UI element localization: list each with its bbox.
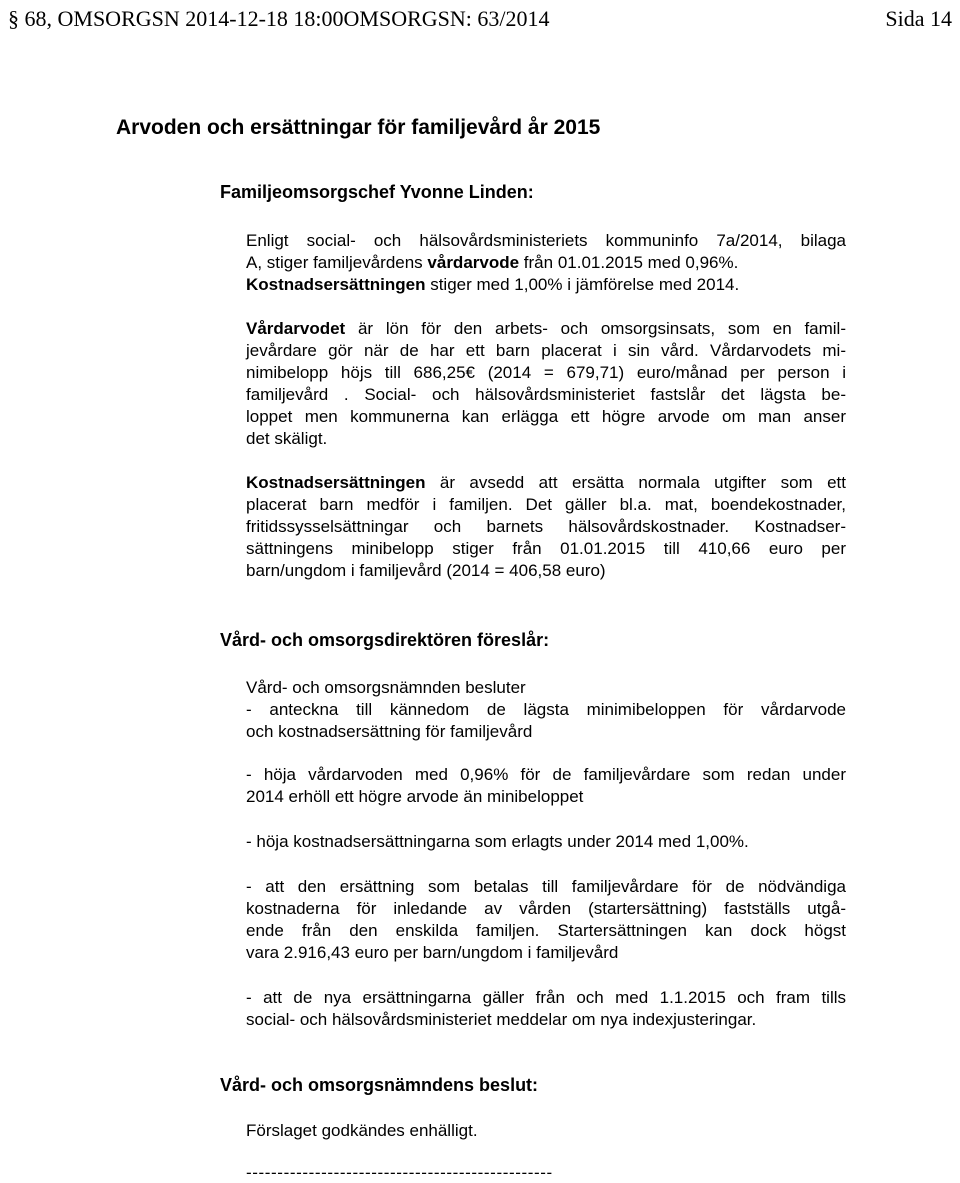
text-line: social- och hälsovårdsministeriet meddelar om nya indexjusteringar. (246, 1010, 757, 1029)
vardarvode-paragraph (246, 318, 846, 450)
text-line: nimibelopp höjs till 686,25€ (2014 = 679,71) euro/månad per person i (246, 363, 846, 382)
text-run: är avsedd att ersätta normala utgifter som ett (425, 473, 846, 492)
text-line: det skäligt. (246, 429, 328, 448)
text-line: sättningens minibelopp stiger från 01.01.2015 till 410,66 euro per (246, 539, 846, 558)
decision-heading: Vård- och omsorgsnämndens beslut: (220, 1075, 539, 1095)
proposal-item (246, 764, 846, 808)
proposal-heading: Vård- och omsorgsdirektören föreslår: (220, 630, 550, 650)
bold-term-vardarvode: vårdarvode (427, 253, 520, 272)
kostnadsersattning-paragraph (246, 472, 846, 582)
page-number: Sida 14 (885, 6, 952, 31)
proposal-item (246, 987, 846, 1031)
text-line (246, 274, 846, 296)
text-line: ende från den enskilda familjen. Startersättningen kan dock högst (246, 921, 846, 940)
intro-paragraph (246, 230, 846, 296)
text-line: familjevård . Social- och hälsovårdsministeriet fastslår det lägsta be- (246, 385, 846, 404)
text-line: kostnaderna för inledande av vården (startersättning) fastställs utgå- (246, 899, 846, 918)
text-line: Förslaget godkändes enhälligt. (246, 1121, 478, 1140)
text-line (246, 252, 846, 274)
text-run: A, stiger familjevårdens (246, 253, 428, 272)
text-line: loppet men kommunerna kan erlägga ett högre arvode om man anser (246, 407, 846, 426)
proposal-item (246, 831, 846, 853)
text-line: 2014 erhöll ett högre arvode än minibeloppet (246, 787, 584, 806)
text-line: vara 2.916,43 euro per barn/ungdom i familjevård (246, 943, 619, 962)
text-line (246, 472, 846, 494)
decision-text (246, 1120, 846, 1142)
text-line: fritidssysselsättningar och barnets hälsovårdskostnader. Kostnadser- (246, 517, 846, 536)
text-line: - höja vårdarvoden med 0,96% för de familjevårdare som redan under (246, 765, 846, 784)
bold-term-kostnadsersattningen: Kostnadsersättningen (246, 473, 426, 492)
text-line: och kostnadsersättning för familjevård (246, 722, 533, 741)
text-line: - anteckna till kännedom de lägsta minimibeloppen för vårdarvode (246, 700, 846, 719)
section-reference: § 68, OMSORGSN 2014-12-18 18:00OMSORGSN: 63/2014 (8, 6, 550, 31)
presenter-heading: Familjeomsorgschef Yvonne Linden: (220, 182, 534, 202)
text-run: är lön för den arbets- och omsorgsinsats, som en famil- (345, 319, 846, 338)
proposal-item (246, 876, 846, 964)
text-line: jevårdare gör när de har ett barn placerat i sin vård. Vårdarvodets mi- (246, 341, 846, 360)
text-line: - att de nya ersättningarna gäller från och med 1.1.2015 och fram tills (246, 988, 846, 1007)
text-line: Enligt social- och hälsovårdsministeriets kommuninfo 7a/2014, bilaga (246, 231, 846, 250)
end-divider: ------------------------------------------------- (246, 1163, 553, 1182)
page-header (8, 4, 952, 34)
text-line: Vård- och omsorgsnämnden besluter (246, 678, 526, 697)
text-line (246, 318, 846, 340)
text-run: stiger med 1,00% i jämförelse med 2014. (425, 275, 740, 294)
proposal-intro (246, 677, 846, 743)
text-run: från 01.01.2015 med 0,96%. (519, 253, 739, 272)
document-title: Arvoden och ersättningar för familjevård år 2015 (116, 116, 601, 139)
bold-term-vardarvodet: Vårdarvodet (246, 319, 346, 338)
bold-term-kostnadsersattningen: Kostnadsersättningen (246, 275, 426, 294)
text-line: placerat barn medför i familjen. Det gäller bl.a. mat, boendekostnader, (246, 495, 846, 514)
text-line: barn/ungdom i familjevård (2014 = 406,58 euro) (246, 561, 606, 580)
text-line: - att den ersättning som betalas till familjevårdare för de nödvändiga (246, 877, 846, 896)
text-line: - höja kostnadsersättningarna som erlagts under 2014 med 1,00%. (246, 832, 749, 851)
